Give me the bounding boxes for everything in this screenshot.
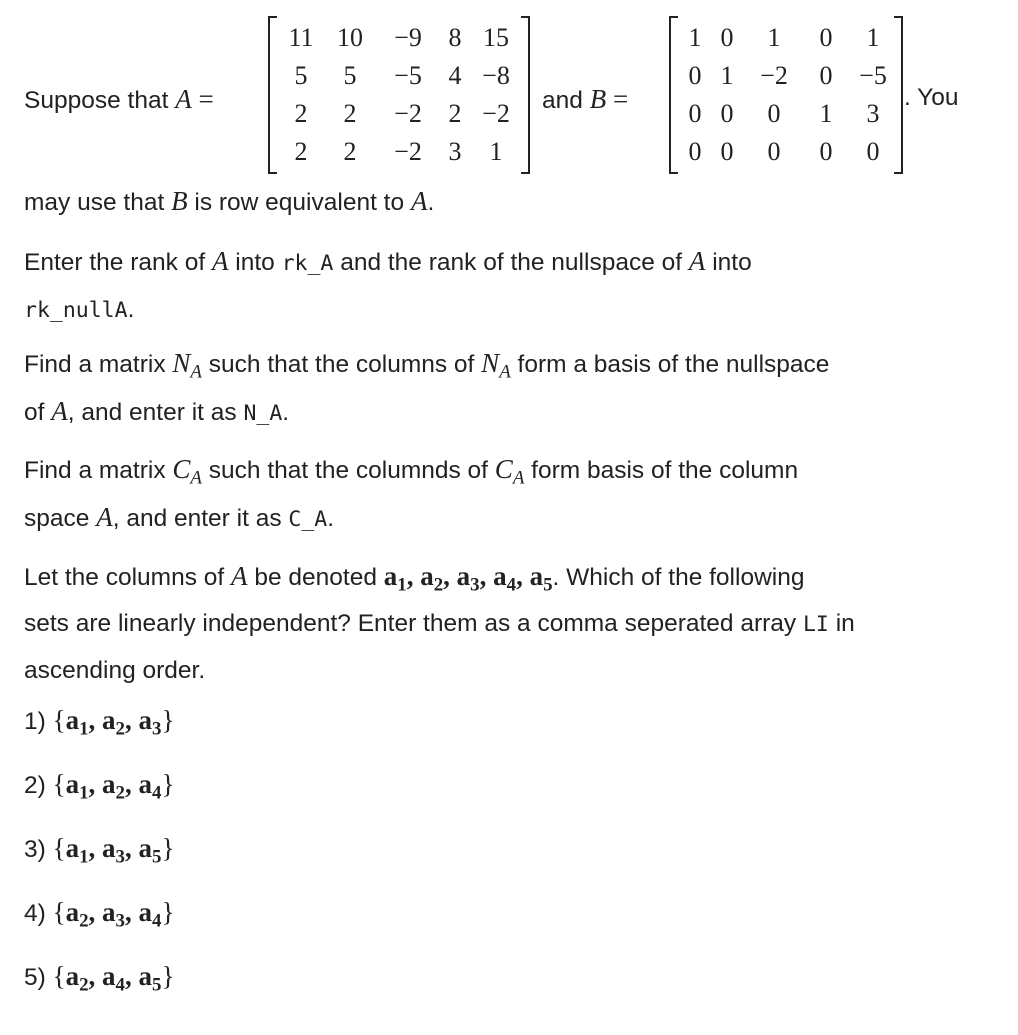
matrix-B-cell: 0 xyxy=(866,137,880,166)
matrix-B-cell: 0 xyxy=(819,61,833,90)
matrix-A-cell: 3 xyxy=(448,137,462,166)
matrix-A-row xyxy=(278,133,522,171)
matrix-A-cell: 4 xyxy=(448,61,462,90)
you-text: . You xyxy=(904,84,959,111)
matrix-A-cell: −2 xyxy=(482,99,510,128)
matrix-B-cell: 1 xyxy=(767,23,781,52)
matrix-B-cell: 0 xyxy=(720,23,734,52)
matrix-A-row xyxy=(278,95,522,133)
li-paragraph: Let the columns of A be denoted $a_1$, $a_2$, $a_3$, $a_4$, $a_5$. Which of the following sets are linearly independent? Enter them as a comma seperated array LI in ascending order. xyxy=(24,561,855,684)
matrix-A-cell: −8 xyxy=(482,61,510,90)
matrix-B-row xyxy=(679,57,899,95)
matrix-B-cell: 0 xyxy=(720,137,734,166)
matrix-B-cell: 0 xyxy=(720,99,734,128)
matrix-A-cell: 15 xyxy=(483,23,509,52)
matrix-A-cell: 2 xyxy=(294,99,308,128)
matrix-A-cell: 2 xyxy=(343,99,357,128)
matrix-B-cell: 0 xyxy=(688,137,702,166)
li-code: LI xyxy=(802,612,829,637)
matrix-A-cell: 10 xyxy=(337,23,363,52)
matrix-B-cell: 0 xyxy=(819,23,833,52)
c-a-code: C_A xyxy=(288,507,328,532)
matrix-B-cell: 0 xyxy=(688,99,702,128)
matrix-A-cell: 5 xyxy=(294,61,308,90)
matrix-B-cell: 0 xyxy=(819,137,833,166)
matrix-B-cell: 1 xyxy=(688,23,702,52)
intro-matrices-row xyxy=(24,14,999,186)
matrix-B-cell: −2 xyxy=(760,61,788,90)
matrix-A-row xyxy=(278,19,522,57)
matrix-A-cell: 2 xyxy=(448,99,462,128)
matrix-A-cell: 11 xyxy=(288,23,314,52)
option-item: 5) {$a_2$, $a_4$, $a_5$} xyxy=(24,961,175,996)
matrix-B-row xyxy=(679,95,899,133)
matrix-A-cell: 1 xyxy=(489,137,503,166)
colspace-paragraph: Find a matrix $C_A$ such that the columnds of $C_A$ form basis of the column space A, and enter it as C_A. xyxy=(24,454,799,532)
nullspace-paragraph: Find a matrix $N_A$ such that the columns of $N_A$ form a basis of the nullspace of A, and enter it as N_A. xyxy=(24,348,830,426)
matrix-B-cell: 1 xyxy=(819,99,833,128)
matrix-B-cell: 3 xyxy=(866,99,880,128)
matrix-A-cell: −9 xyxy=(394,23,422,52)
option-item: 4) {$a_2$, $a_3$, $a_4$} xyxy=(24,897,175,932)
matrix-B-row xyxy=(679,133,899,171)
matrix-A-cell: 5 xyxy=(343,61,357,90)
matrix-B-row xyxy=(679,19,899,57)
matrix-A-row xyxy=(278,57,522,95)
and-text: and B = xyxy=(542,84,629,114)
matrix-B-cell: 0 xyxy=(688,61,702,90)
option-item: 1) {$a_1$, $a_2$, $a_3$} xyxy=(24,705,175,740)
matrix-B-cell: 0 xyxy=(767,99,781,128)
n-a-code: N_A xyxy=(243,401,283,426)
matrix-A-cell: 2 xyxy=(294,137,308,166)
matrix-b xyxy=(669,14,903,184)
matrix-A-cell: 2 xyxy=(343,137,357,166)
matrix-A-cell: 8 xyxy=(448,23,462,52)
rk-a-code: rk_A xyxy=(281,251,334,276)
matrix-B-cell: 0 xyxy=(767,137,781,166)
matrix-A-cell: −2 xyxy=(394,137,422,166)
option-item: 3) {$a_1$, $a_3$, $a_5$} xyxy=(24,833,175,868)
matrix-B-cell: 1 xyxy=(720,61,734,90)
suppose-text: Suppose that A = xyxy=(24,84,214,114)
matrix-A-cell: −2 xyxy=(394,99,422,128)
matrix-B-cell: 1 xyxy=(866,23,880,52)
option-item: 2) {$a_1$, $a_2$, $a_4$} xyxy=(24,769,175,804)
matrix-a xyxy=(268,14,530,184)
rk-nulla-code: rk_nullA xyxy=(24,298,128,323)
matrix-B-cell: −5 xyxy=(859,61,887,90)
intro-continuation: may use that B is row equivalent to A. xyxy=(24,186,435,216)
matrix-A-cell: −5 xyxy=(394,61,422,90)
rank-paragraph: Enter the rank of A into rk_A and the rank of the nullspace of A into rk_nullA. xyxy=(24,246,752,323)
